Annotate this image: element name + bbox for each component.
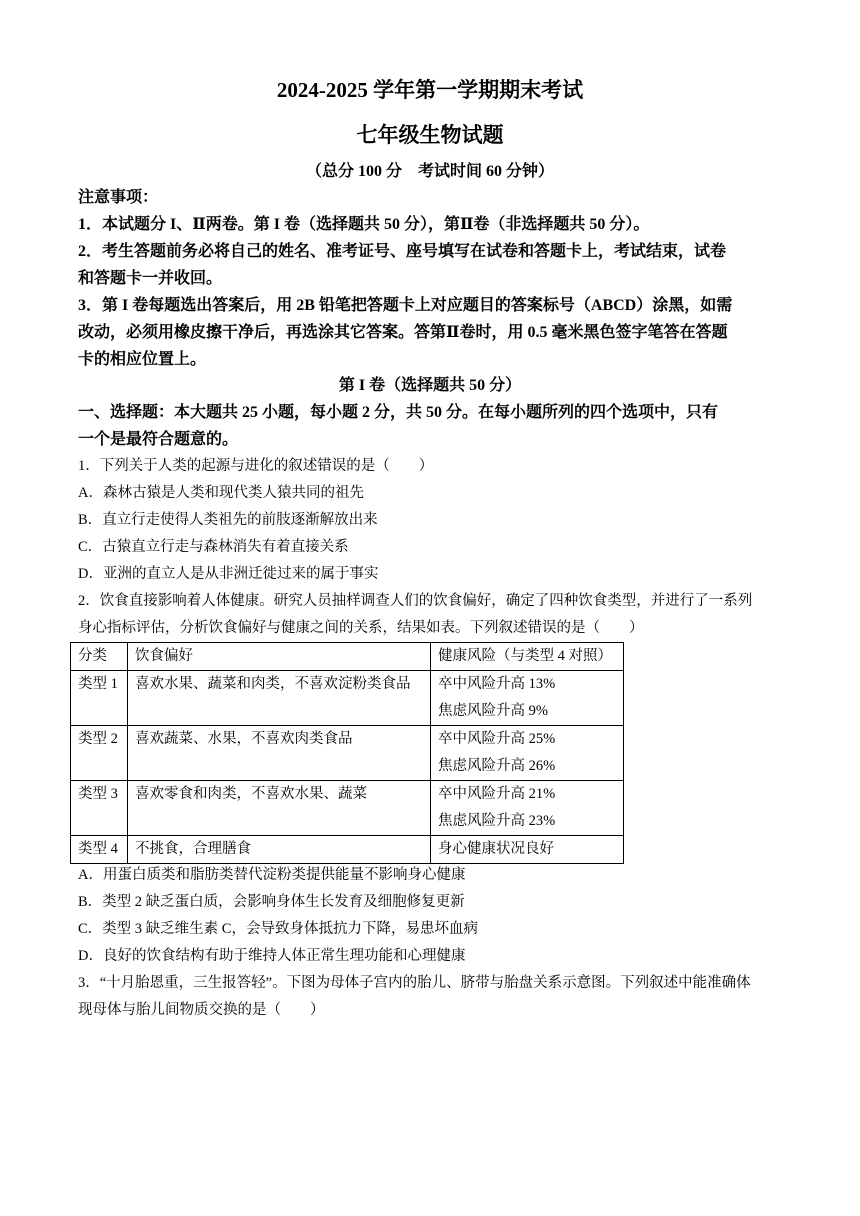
table-header-cell: 健康风险（与类型 4 对照）: [431, 643, 624, 671]
table-cell-risk: [431, 781, 624, 836]
risk-line: 卒中风险升高 13%: [438, 676, 556, 692]
notice-item-1: 1．本试题分 I、Ⅱ两卷。第 I 卷（选择题共 50 分），第Ⅱ卷（非选择题共 50 分）。: [78, 216, 650, 233]
section-instruction-line-1: 一、选择题：本大题共 25 小题，每小题 2 分，共 50 分。在每小题所列的四个选项中，只有: [78, 404, 719, 421]
table-row: [71, 836, 624, 864]
question-3-stem-line-2: 现母体与胎儿间物质交换的是（ ）: [78, 1002, 325, 1018]
table-cell-preference: 喜欢零食和肉类，不喜欢水果、蔬菜: [128, 781, 431, 836]
table-row: [71, 781, 624, 836]
table-row: [71, 726, 624, 781]
table-header-cell: 分类: [71, 643, 128, 671]
question-2-option-d: D．良好的饮食结构有助于维持人体正常生理功能和心理健康: [78, 948, 466, 964]
table-header-cell: 饮食偏好: [128, 643, 431, 671]
question-1-option-b: B．直立行走使得人类祖先的前肢逐渐解放出来: [78, 512, 378, 528]
notice-item-3-line-2: 改动，必须用橡皮擦干净后，再选涂其它答案。答第Ⅱ卷时，用 0.5 毫米黑色签字笔答在答题: [78, 324, 728, 341]
question-1-stem: 1．下列关于人类的起源与进化的叙述错误的是（ ）: [78, 458, 434, 474]
table-cell-preference: 不挑食，合理膳食: [128, 836, 431, 864]
question-1-option-d: D．亚洲的直立人是从非洲迁徙过来的属于事实: [78, 566, 379, 582]
table-cell-preference: 喜欢蔬菜、水果，不喜欢肉类食品: [128, 726, 431, 781]
table-cell-type: 类型 3: [71, 781, 128, 836]
question-2-stem-line-1: 2．饮食直接影响着人体健康。研究人员抽样调查人们的饮食偏好，确定了四种饮食类型，并进行了一系列: [78, 593, 753, 609]
question-2-stem-line-2: 身心指标评估，分析饮食偏好与健康之间的关系，结果如表。下列叙述错误的是（ ）: [78, 620, 644, 636]
table-cell-preference: 喜欢水果、蔬菜和肉类，不喜欢淀粉类食品: [128, 671, 431, 726]
risk-line: 焦虑风险升高 9%: [438, 703, 548, 719]
table-cell-type: 类型 2: [71, 726, 128, 781]
table-cell-risk: [431, 671, 624, 726]
table-cell-type: 类型 1: [71, 671, 128, 726]
risk-line: 焦虑风险升高 23%: [438, 813, 556, 829]
question-3-stem-line-1: 3．“十月胎恩重，三生报答轻”。下图为母体子宫内的胎儿、脐带与胎盘关系示意图。下列叙述中能准确体: [78, 975, 751, 991]
table-row: [71, 671, 624, 726]
table-cell-type: 类型 4: [71, 836, 128, 864]
notice-heading: 注意事项：: [78, 189, 159, 206]
table-cell-risk: 身心健康状况良好: [431, 836, 624, 864]
exam-meta: （总分 100 分 考试时间 60 分钟）: [305, 163, 554, 180]
risk-line: 卒中风险升高 21%: [438, 786, 556, 802]
exam-title: 2024-2025 学年第一学期期末考试: [276, 78, 584, 102]
question-2-option-b: B．类型 2 缺乏蛋白质，会影响身体生长发育及细胞修复更新: [78, 894, 465, 910]
risk-line: 卒中风险升高 25%: [438, 731, 556, 747]
question-1-option-a: A．森林古猿是人类和现代类人猿共同的祖先: [78, 485, 364, 501]
notice-item-2-line-2: 和答题卡一并收回。: [78, 270, 223, 287]
notice-item-3-line-1: 3．第 I 卷每题选出答案后，用 2B 铅笔把答题卡上对应题目的答案标号（ABCD）涂黑，如需: [78, 297, 733, 314]
diet-table: [70, 642, 624, 864]
notice-item-3-line-3: 卡的相应位置上。: [78, 351, 207, 368]
risk-line: 焦虑风险升高 26%: [438, 758, 556, 774]
question-2-option-a: A．用蛋白质类和脂肪类替代淀粉类提供能量不影响身心健康: [78, 867, 466, 883]
question-1-option-c: C．古猿直立行走与森林消失有着直接关系: [78, 539, 349, 555]
section-instruction-line-2: 一个是最符合题意的。: [78, 431, 239, 448]
section-heading: 第 I 卷（选择题共 50 分）: [338, 377, 522, 394]
notice-item-2-line-1: 2．考生答题前务必将自己的姓名、准考证号、座号填写在试卷和答题卡上，考试结束，试卷: [78, 243, 727, 260]
table-header-row: [71, 643, 624, 671]
question-2-option-c: C．类型 3 缺乏维生素 C，会导致身体抵抗力下降，易患坏血病: [78, 921, 478, 937]
table-cell-risk: [431, 726, 624, 781]
exam-subtitle: 七年级生物试题: [356, 123, 504, 147]
